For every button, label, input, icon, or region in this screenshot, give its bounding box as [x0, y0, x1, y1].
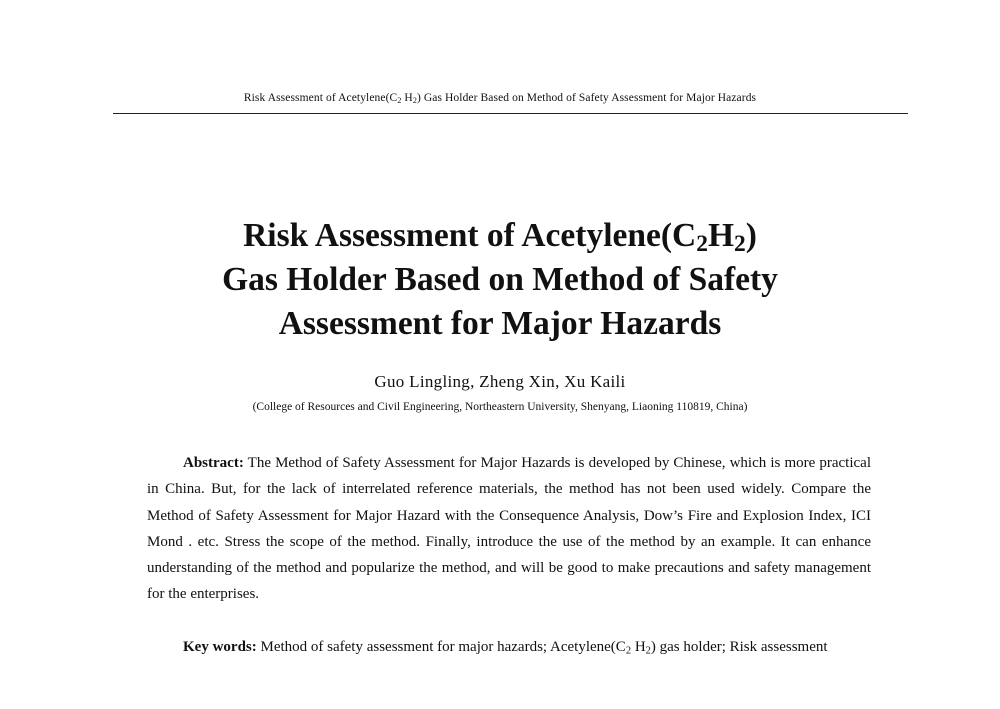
title-line-3: Assessment for Major Hazards [278, 305, 722, 342]
subscript: 2 [397, 95, 402, 105]
subscript: 2 [412, 95, 417, 105]
title-line-2: Gas Holder Based on Method of Safety [222, 261, 778, 298]
authors: Guo Lingling, Zheng Xin, Xu Kaili [374, 372, 626, 391]
subscript: 2 [625, 645, 632, 657]
subscript: 2 [696, 231, 708, 258]
subscript: 2 [734, 231, 746, 258]
keywords: Key words: Method of safety assessment for major hazards; $Acetylene(C_2$ $H_2$) gas holder; Risk assessment [183, 639, 828, 657]
keywords-label: Key words: [183, 639, 257, 655]
title-line-1: Risk Assessment of $Acetylene(C_2H_2)$ [243, 217, 757, 258]
abstract-text: The Method of Safety Assessment for Major Hazards is developed by Chinese, which is more practical in China. But, for the lack of interrelated reference materials, the method has not been used widely. Compare the Method of Safety Assessment for Major Hazard with the Consequence Analysis, Dow’s Fire and Explosion Index, ICI Mond . etc. Stress the scope of the method. Finally, introduce the use of the method by an example. It can enhance understanding of the method and popularize the method, and will be good to make precautions and safety management for the enterprises. [147, 455, 871, 603]
subscript: 2 [645, 645, 651, 657]
paper-title [0, 214, 1000, 346]
running-head: Risk Assessment of $Acetylene(C_2$ $H_2$) Gas Holder Based on Method of Safety Assessment for Major Hazards [243, 92, 757, 105]
affiliation: (College of Resources and Civil Engineering, Northeastern University, Shenyang, Liaoning 110819, China) [252, 401, 748, 413]
abstract [147, 450, 871, 608]
abstract-label: Abstract: [183, 455, 244, 471]
header-rule [113, 113, 908, 114]
